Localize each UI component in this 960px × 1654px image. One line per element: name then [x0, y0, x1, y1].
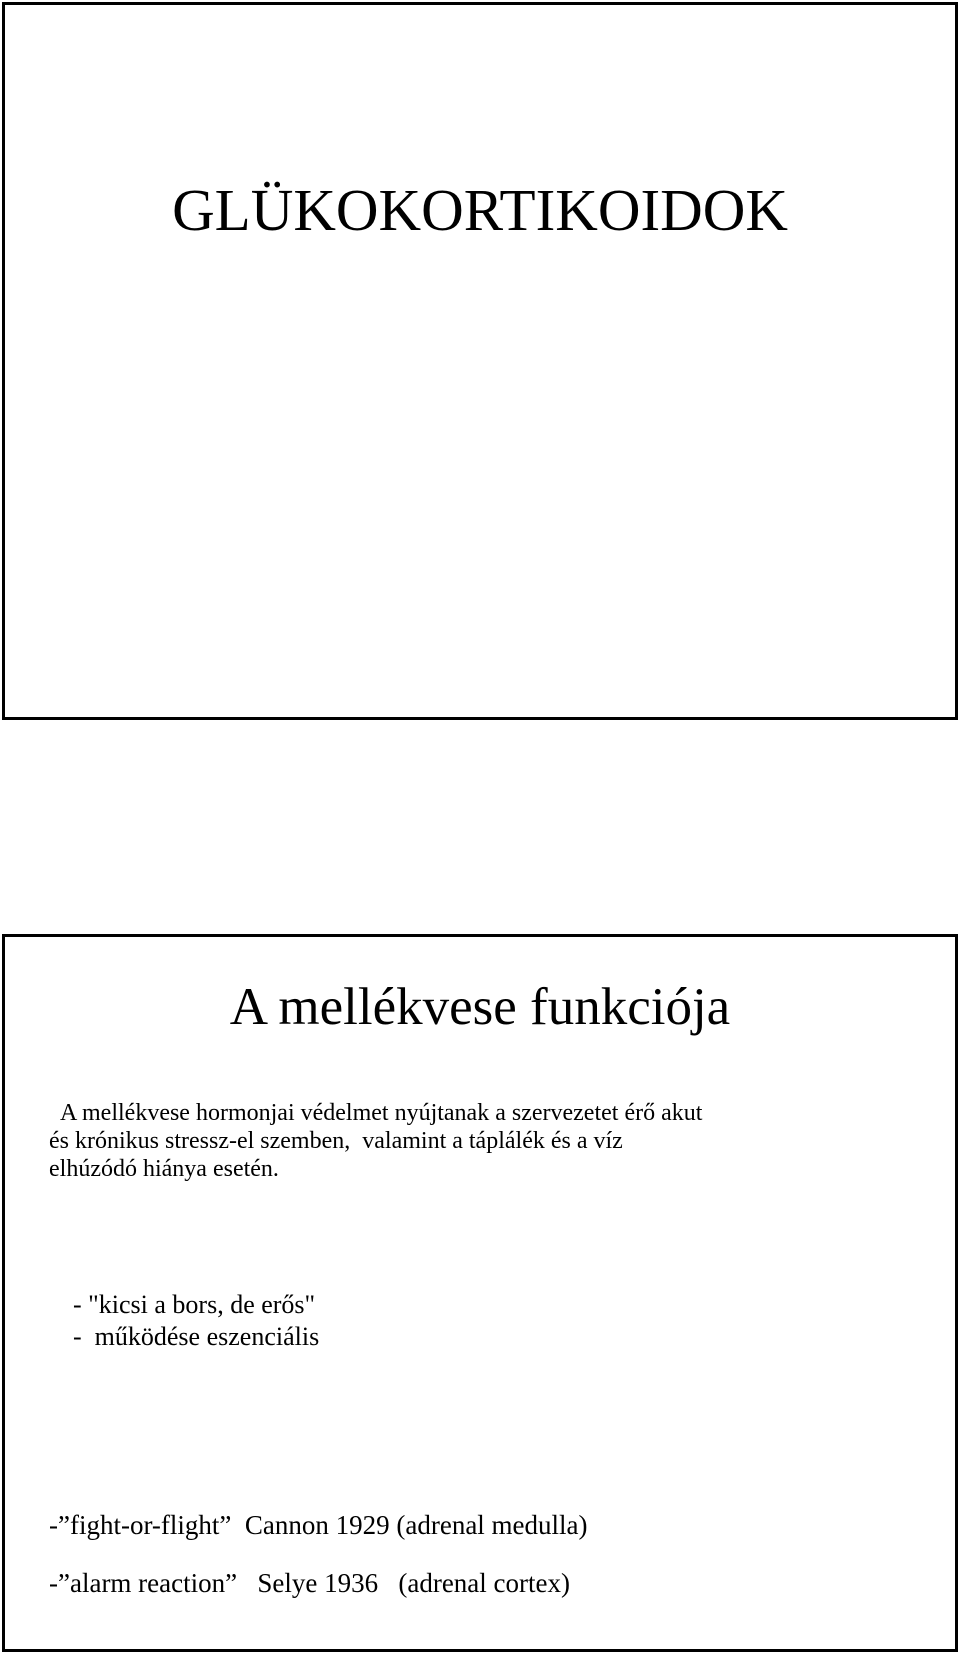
- slide-2-title: A mellékvese funkciója: [229, 978, 731, 1036]
- reference-list: [49, 1496, 588, 1612]
- bullet-item: - "kicsi a bors, de erős": [73, 1290, 316, 1319]
- paragraph-line: elhúzódó hiánya esetén.: [49, 1156, 279, 1182]
- paragraph-line: A mellékvese hormonjai védelmet nyújtanak a szervezetet érő akut: [60, 1100, 703, 1126]
- slide-1: [2, 2, 958, 720]
- reference-item: -”alarm reaction” Selye 1936 (adrenal cortex): [49, 1568, 570, 1598]
- paragraph-line: és krónikus stressz-el szemben, valamint a táplálék és a víz: [49, 1128, 623, 1154]
- slide-2: [2, 934, 958, 1652]
- slide-1-title: GLÜKOKORTIKOIDOK: [172, 177, 788, 243]
- intro-paragraph: [49, 1099, 889, 1183]
- bullet-list: [73, 1289, 319, 1353]
- reference-item: -”fight-or-flight” Cannon 1929 (adrenal medulla): [49, 1510, 588, 1540]
- bullet-item: - működése eszenciális: [73, 1322, 320, 1351]
